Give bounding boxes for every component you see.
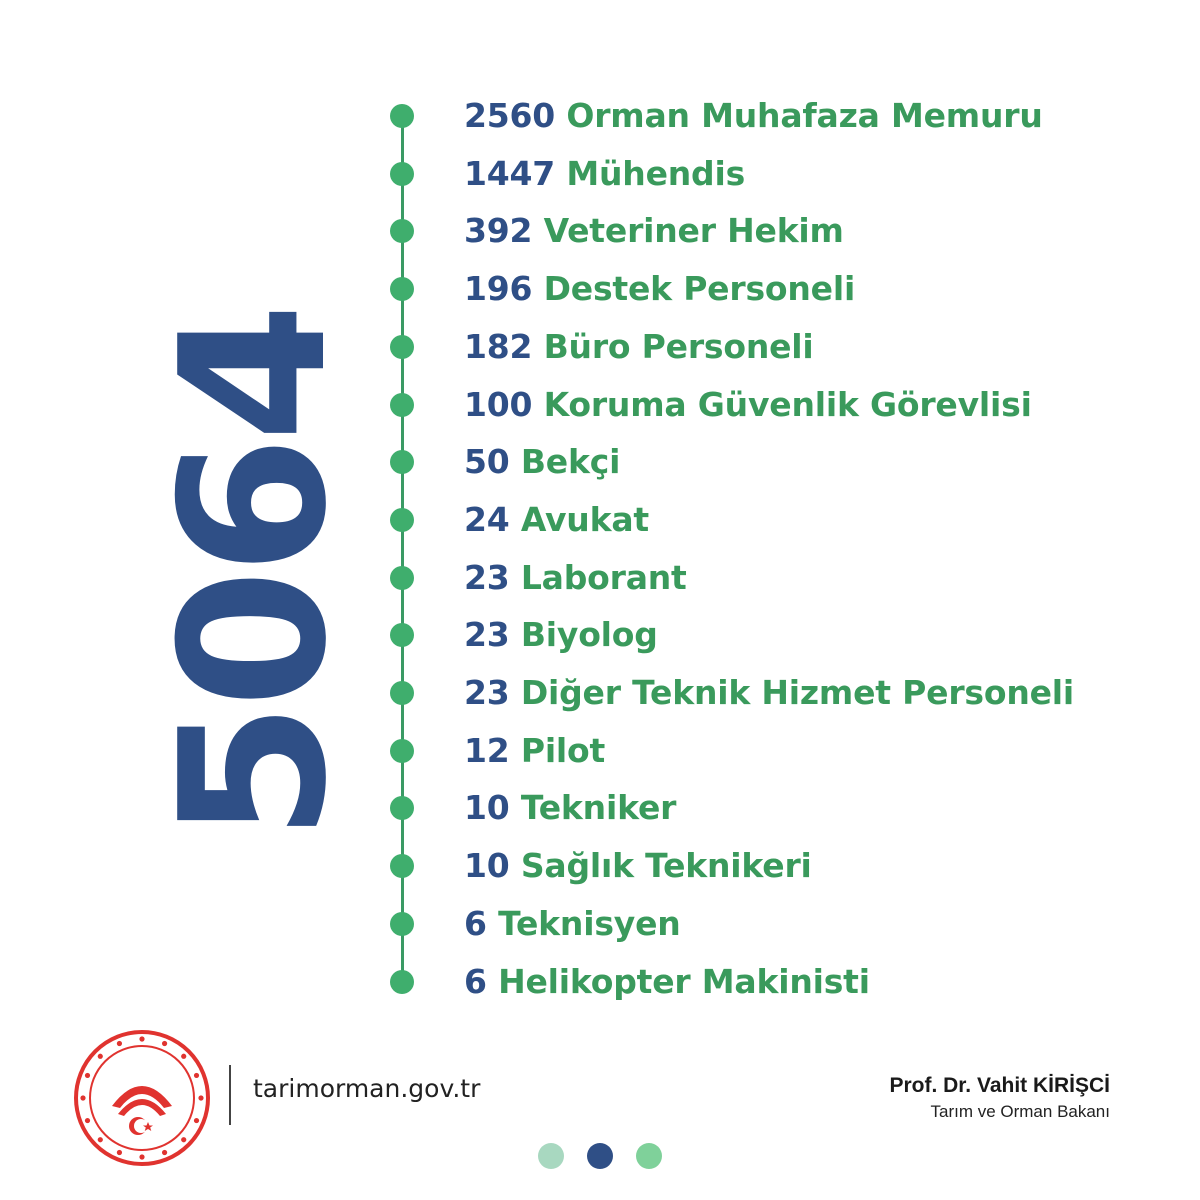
seal-star <box>98 1054 103 1059</box>
staff-item <box>464 556 687 600</box>
staff-item <box>464 844 812 888</box>
staff-count: 23 <box>464 673 510 712</box>
staff-item <box>464 729 605 773</box>
total-count: 5064 <box>138 308 371 842</box>
seal-star <box>198 1095 203 1100</box>
seal-star <box>194 1073 199 1078</box>
website-link[interactable]: tarimorman.gov.tr <box>253 1074 481 1103</box>
timeline-dot <box>390 796 414 820</box>
seal-star <box>98 1137 103 1142</box>
timeline-dot <box>390 335 414 359</box>
staff-count: 24 <box>464 499 510 539</box>
staff-role: Bekçi <box>520 442 621 482</box>
staff-count: 100 <box>464 384 533 424</box>
staff-role: Helikopter Makinisti <box>498 961 870 1001</box>
timeline-dot <box>390 681 414 705</box>
timeline-dot <box>390 854 414 878</box>
staff-count: 2560 <box>464 96 556 135</box>
staff-item <box>464 152 745 196</box>
minister-signature <box>889 1074 1110 1122</box>
staff-role: Sağlık Teknikeri <box>520 846 812 886</box>
staff-count: 23 <box>464 557 510 597</box>
staff-count: 6 <box>464 903 487 943</box>
staff-role: Koruma Güvenlik Görevlisi <box>543 384 1032 424</box>
staff-item <box>464 209 844 253</box>
staff-item <box>464 786 676 830</box>
staff-count: 6 <box>464 961 487 1001</box>
staff-item <box>464 498 649 542</box>
staff-role: Avukat <box>520 499 649 539</box>
timeline-dot <box>390 277 414 301</box>
staff-role: Pilot <box>520 730 606 770</box>
timeline-dot <box>390 162 414 186</box>
timeline-dot <box>390 393 414 417</box>
seal-star <box>181 1137 186 1142</box>
seal-star <box>162 1041 167 1046</box>
timeline-dot <box>390 970 414 994</box>
footer-divider <box>229 1065 231 1125</box>
staff-item <box>464 902 681 946</box>
seal-star <box>194 1118 199 1123</box>
seal-star <box>162 1150 167 1155</box>
seal-star <box>117 1150 122 1155</box>
staff-item <box>464 960 870 1004</box>
staff-item <box>464 267 855 311</box>
minister-title: Tarım ve Orman Bakanı <box>930 1102 1110 1121</box>
staff-role: Laborant <box>520 557 687 597</box>
timeline-dot <box>390 508 414 532</box>
staff-role: Destek Personeli <box>543 269 856 309</box>
staff-count: 392 <box>464 211 533 251</box>
timeline-dot <box>390 739 414 763</box>
staff-role: Büro Personeli <box>543 326 814 366</box>
seal-star <box>139 1036 144 1041</box>
timeline-line <box>401 114 404 980</box>
timeline-dot <box>390 450 414 474</box>
seal-star <box>85 1118 90 1123</box>
pager-dot-2[interactable] <box>587 1143 613 1169</box>
staff-count: 1447 <box>464 153 556 193</box>
staff-role: Orman Muhafaza Memuru <box>566 96 1043 135</box>
seal-star <box>80 1095 85 1100</box>
seal-star <box>117 1041 122 1046</box>
timeline-dot <box>390 623 414 647</box>
seal-star <box>139 1154 144 1159</box>
staff-item <box>464 613 658 657</box>
staff-count: 196 <box>464 269 533 309</box>
staff-role: Biyolog <box>520 615 658 655</box>
timeline-dot <box>390 566 414 590</box>
staff-item <box>464 94 1043 138</box>
timeline-dot <box>390 912 414 936</box>
staff-count: 50 <box>464 442 510 482</box>
staff-item <box>464 383 1032 427</box>
staff-count: 10 <box>464 788 510 828</box>
staff-role: Diğer Teknik Hizmet Personeli <box>520 673 1075 712</box>
pager-dot-1[interactable] <box>538 1143 564 1169</box>
staff-count: 12 <box>464 730 510 770</box>
staff-role: Tekniker <box>520 788 677 828</box>
staff-role: Mühendis <box>566 153 746 193</box>
staff-role: Teknisyen <box>498 903 681 943</box>
staff-item <box>464 325 814 369</box>
staff-count: 10 <box>464 846 510 886</box>
seal-star <box>85 1073 90 1078</box>
timeline-dot <box>390 104 414 128</box>
seal-star <box>181 1054 186 1059</box>
timeline-dot <box>390 219 414 243</box>
staff-item <box>464 671 1074 715</box>
minister-name: Prof. Dr. Vahit KİRİŞCİ <box>889 1074 1110 1097</box>
staff-count: 23 <box>464 615 510 655</box>
staff-item <box>464 440 620 484</box>
pager-dot-3[interactable] <box>636 1143 662 1169</box>
staff-role: Veteriner Hekim <box>543 211 844 251</box>
staff-count: 182 <box>464 326 533 366</box>
ministry-seal-icon <box>72 1028 212 1168</box>
